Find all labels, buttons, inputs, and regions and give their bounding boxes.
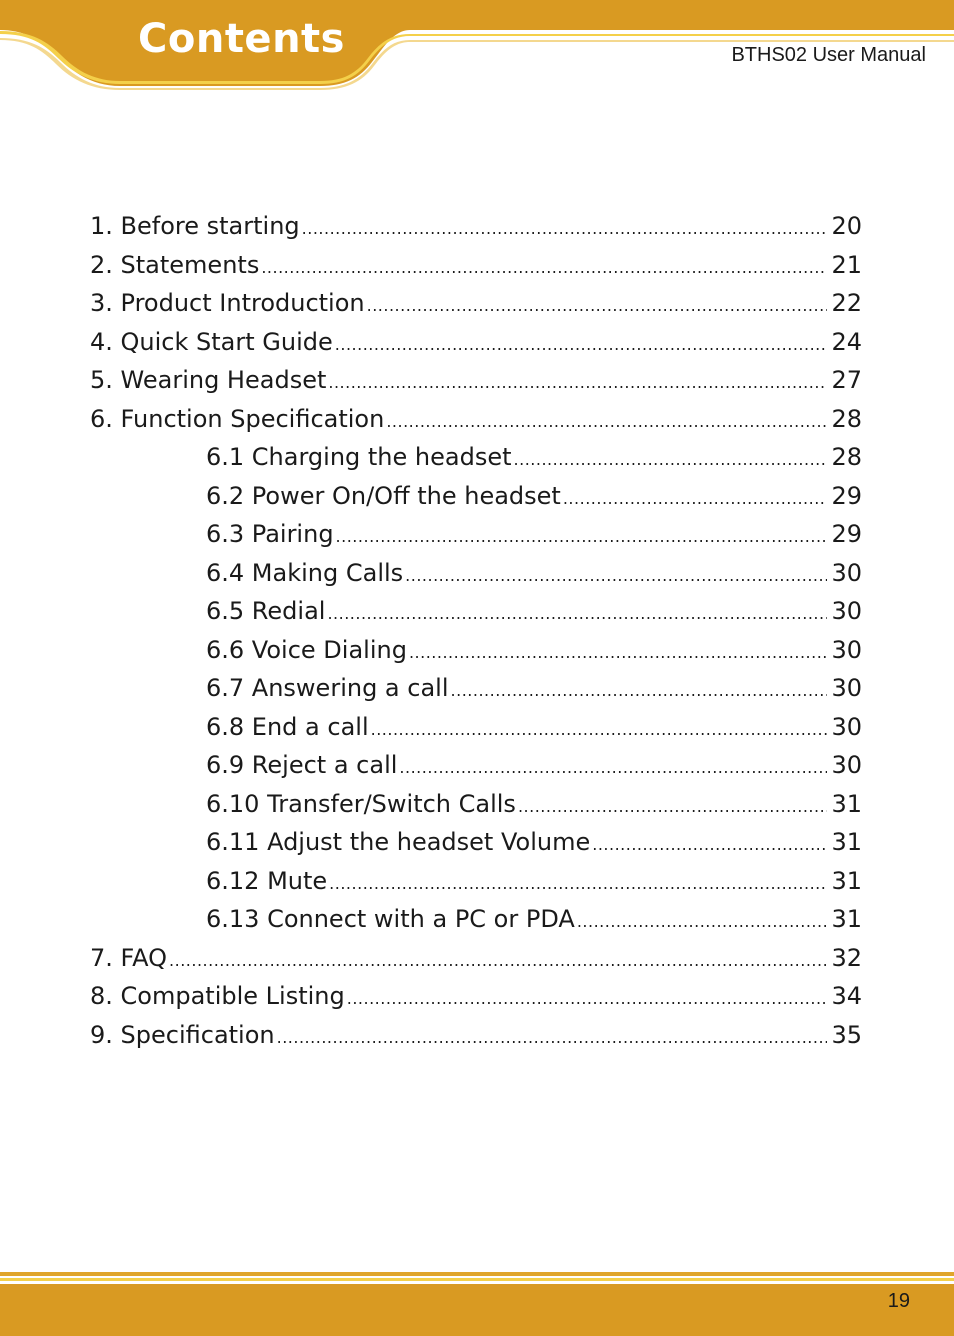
toc-leader-dots xyxy=(592,835,827,854)
toc-leader-dots xyxy=(329,874,827,893)
toc-entry[interactable] xyxy=(90,289,862,328)
toc-entry[interactable] xyxy=(90,405,862,444)
toc-entry-label: 1. Before starting xyxy=(90,212,300,240)
toc-entry-label: 4. Quick Start Guide xyxy=(90,327,333,356)
toc-entry-page: 27 xyxy=(831,366,862,394)
toc-entry-label: 6. Function Specification xyxy=(90,404,385,433)
toc-entry-page: 20 xyxy=(831,212,862,240)
page-title: Contents xyxy=(138,16,345,62)
toc-entry-page: 30 xyxy=(831,674,862,702)
footer-rule-highlight xyxy=(0,1278,954,1281)
toc-entry-label: 6.2 Power On/Off the headset xyxy=(206,481,561,510)
toc-entry-label: 7. FAQ xyxy=(90,943,168,972)
toc-entry-page: 28 xyxy=(831,443,862,471)
toc-entry[interactable] xyxy=(90,828,862,867)
toc-entry-page: 31 xyxy=(831,905,862,933)
toc-leader-dots xyxy=(327,604,827,623)
toc-entry-page: 29 xyxy=(831,520,862,548)
toc-entry-label: 6.12 Mute xyxy=(206,866,328,895)
toc-entry-page: 35 xyxy=(831,1020,862,1049)
toc-entry-label: 6.4 Making Calls xyxy=(206,558,404,587)
toc-entry-page: 31 xyxy=(831,866,862,895)
toc-entry[interactable] xyxy=(90,751,862,790)
toc-entry-page: 28 xyxy=(831,404,862,433)
toc-entry-label: 3. Product Introduction xyxy=(90,289,365,317)
toc-leader-dots xyxy=(518,797,828,816)
footer-fill xyxy=(0,1284,954,1336)
toc-leader-dots xyxy=(277,1028,828,1047)
toc-leader-dots xyxy=(335,335,828,354)
page-number: 19 xyxy=(887,1290,910,1312)
toc-entry-page: 30 xyxy=(831,751,862,779)
toc-entry-page: 30 xyxy=(831,558,862,587)
toc-entry-label: 6.9 Reject a call xyxy=(206,751,398,779)
toc-entry-label: 6.8 End a call xyxy=(206,712,369,741)
toc-leader-dots xyxy=(405,566,827,585)
toc-leader-dots xyxy=(169,951,827,970)
toc-entry[interactable] xyxy=(90,790,862,829)
toc-entry-label: 6.3 Pairing xyxy=(206,520,334,548)
toc-leader-dots xyxy=(367,296,828,315)
toc-entry-label: 8. Compatible Listing xyxy=(90,982,345,1010)
footer-rule xyxy=(0,1272,954,1276)
toc-entry-label: 2. Statements xyxy=(90,250,260,279)
toc-entry[interactable] xyxy=(90,944,862,983)
toc-entry[interactable] xyxy=(90,713,862,752)
toc-entry-page: 22 xyxy=(831,289,862,317)
toc-entry-label: 6.10 Transfer/Switch Calls xyxy=(206,789,516,818)
toc-entry[interactable] xyxy=(90,443,862,482)
table-of-contents xyxy=(90,212,862,1059)
toc-leader-dots xyxy=(563,489,828,508)
toc-entry-page: 34 xyxy=(831,982,862,1010)
toc-entry-page: 31 xyxy=(831,789,862,818)
toc-entry[interactable] xyxy=(90,982,862,1021)
toc-entry-label: 6.6 Voice Dialing xyxy=(206,635,407,664)
toc-entry[interactable] xyxy=(90,674,862,713)
toc-leader-dots xyxy=(336,527,828,546)
toc-leader-dots xyxy=(261,258,827,277)
toc-entry-page: 30 xyxy=(831,635,862,664)
toc-entry[interactable] xyxy=(90,597,862,636)
toc-leader-dots xyxy=(399,758,827,777)
toc-entry[interactable] xyxy=(90,559,862,598)
toc-leader-dots xyxy=(371,720,828,739)
toc-entry-label: 6.1 Charging the headset xyxy=(206,443,512,471)
toc-entry-label: 6.13 Connect with a PC or PDA xyxy=(206,905,575,933)
toc-leader-dots xyxy=(328,373,827,392)
toc-entry[interactable] xyxy=(90,212,862,251)
toc-leader-dots xyxy=(514,450,828,469)
toc-entry[interactable] xyxy=(90,482,862,521)
toc-entry-label: 5. Wearing Headset xyxy=(90,366,327,394)
toc-entry[interactable] xyxy=(90,1021,862,1060)
toc-leader-dots xyxy=(409,643,828,662)
toc-entry[interactable] xyxy=(90,520,862,559)
toc-entry-page: 21 xyxy=(831,250,862,279)
toc-entry-label: 6.5 Redial xyxy=(206,597,326,625)
toc-entry-page: 32 xyxy=(831,943,862,972)
toc-leader-dots xyxy=(347,989,828,1008)
footer-band xyxy=(0,1272,954,1336)
toc-leader-dots xyxy=(302,219,828,238)
toc-entry-page: 30 xyxy=(831,712,862,741)
toc-entry-page: 30 xyxy=(831,597,862,625)
toc-leader-dots xyxy=(451,681,828,700)
toc-entry-page: 29 xyxy=(831,481,862,510)
toc-leader-dots xyxy=(577,912,828,931)
toc-entry[interactable] xyxy=(90,366,862,405)
toc-entry[interactable] xyxy=(90,328,862,367)
toc-entry[interactable] xyxy=(90,636,862,675)
toc-leader-dots xyxy=(386,412,827,431)
toc-entry[interactable] xyxy=(90,905,862,944)
manual-name: BTHS02 User Manual xyxy=(731,44,926,66)
toc-entry-label: 9. Specification xyxy=(90,1020,275,1049)
toc-entry[interactable] xyxy=(90,251,862,290)
toc-entry-page: 24 xyxy=(831,327,862,356)
toc-entry[interactable] xyxy=(90,867,862,906)
toc-entry-label: 6.7 Answering a call xyxy=(206,674,449,702)
toc-entry-label: 6.11 Adjust the headset Volume xyxy=(206,828,591,856)
toc-entry-page: 31 xyxy=(831,828,862,856)
